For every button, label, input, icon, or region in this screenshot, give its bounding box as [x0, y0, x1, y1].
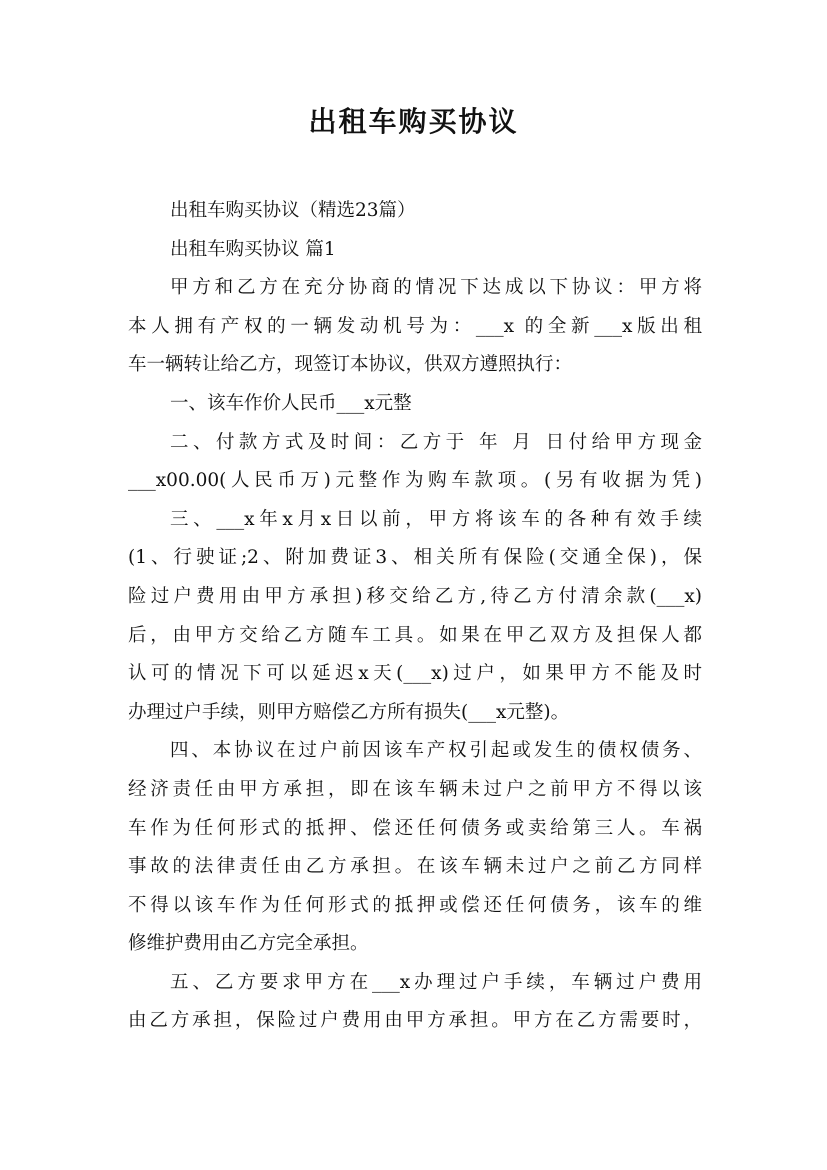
paragraph-line: 四、本协议在过户前因该车产权引起或发生的债权债务、 [170, 740, 702, 762]
paragraph-line: 办理过户手续，则甲方赔偿乙方所有损失(___x元整)。 [128, 701, 570, 723]
paragraph-line: 甲方和乙方在充分协商的情况下达成以下协议：甲方将 [170, 277, 702, 299]
paragraph-line: 本人拥有产权的一辆发动机号为：___x 的全新___x版出租 [128, 315, 702, 337]
document-title: 出租车购买协议 [308, 105, 519, 138]
paragraph-line: 修维护费用由乙方完全承担。 [128, 933, 369, 955]
paragraph-line: (1、行驶证;2、附加费证3、相关所有保险(交通全保)，保 [128, 547, 702, 569]
paragraph-line: 车作为任何形式的抵押、偿还任何债务或卖给第三人。车祸 [128, 817, 702, 839]
paragraph-line: 后，由甲方交给乙方随车工具。如果在甲乙双方及担保人都 [128, 624, 702, 646]
document-subtitle: 出租车购买协议（精选23篇） [170, 200, 416, 221]
paragraph-line: 五、乙方要求甲方在___x办理过户手续，车辆过户费用 [170, 971, 702, 993]
paragraph-line: 三、___x年x月x日以前，甲方将该车的各种有效手续 [170, 508, 702, 530]
paragraph-line: 事故的法律责任由乙方承担。在该车辆未过户之前乙方同样 [128, 856, 702, 878]
document-body [128, 192, 702, 1041]
paragraph-line: ___x00.00(人民币万)元整作为购车款项。(另有收据为凭) [128, 470, 702, 492]
paragraph-line: 险过户费用由甲方承担)移交给乙方,待乙方付清余款(___x) [128, 585, 702, 607]
paragraph-line: 由乙方承担，保险过户费用由甲方承担。甲方在乙方需要时， [128, 1010, 702, 1032]
section-heading: 出租车购买协议 篇1 [170, 238, 336, 260]
paragraph-line: 二、付款方式及时间：乙方于 年 月 日付给甲方现金 [170, 431, 702, 453]
paragraph-line: 不得以该车作为任何形式的抵押或偿还任何债务，该车的维 [128, 894, 702, 916]
paragraph-line: 车一辆转让给乙方，现签订本协议，供双方遵照执行： [128, 354, 573, 376]
paragraph-line: 经济责任由甲方承担，即在该车辆未过户之前甲方不得以该 [128, 778, 702, 800]
paragraph-line: 一、该车作价人民币___x元整 [170, 392, 412, 414]
paragraph-line: 认可的情况下可以延迟x天(___x)过户，如果甲方不能及时 [128, 663, 702, 685]
